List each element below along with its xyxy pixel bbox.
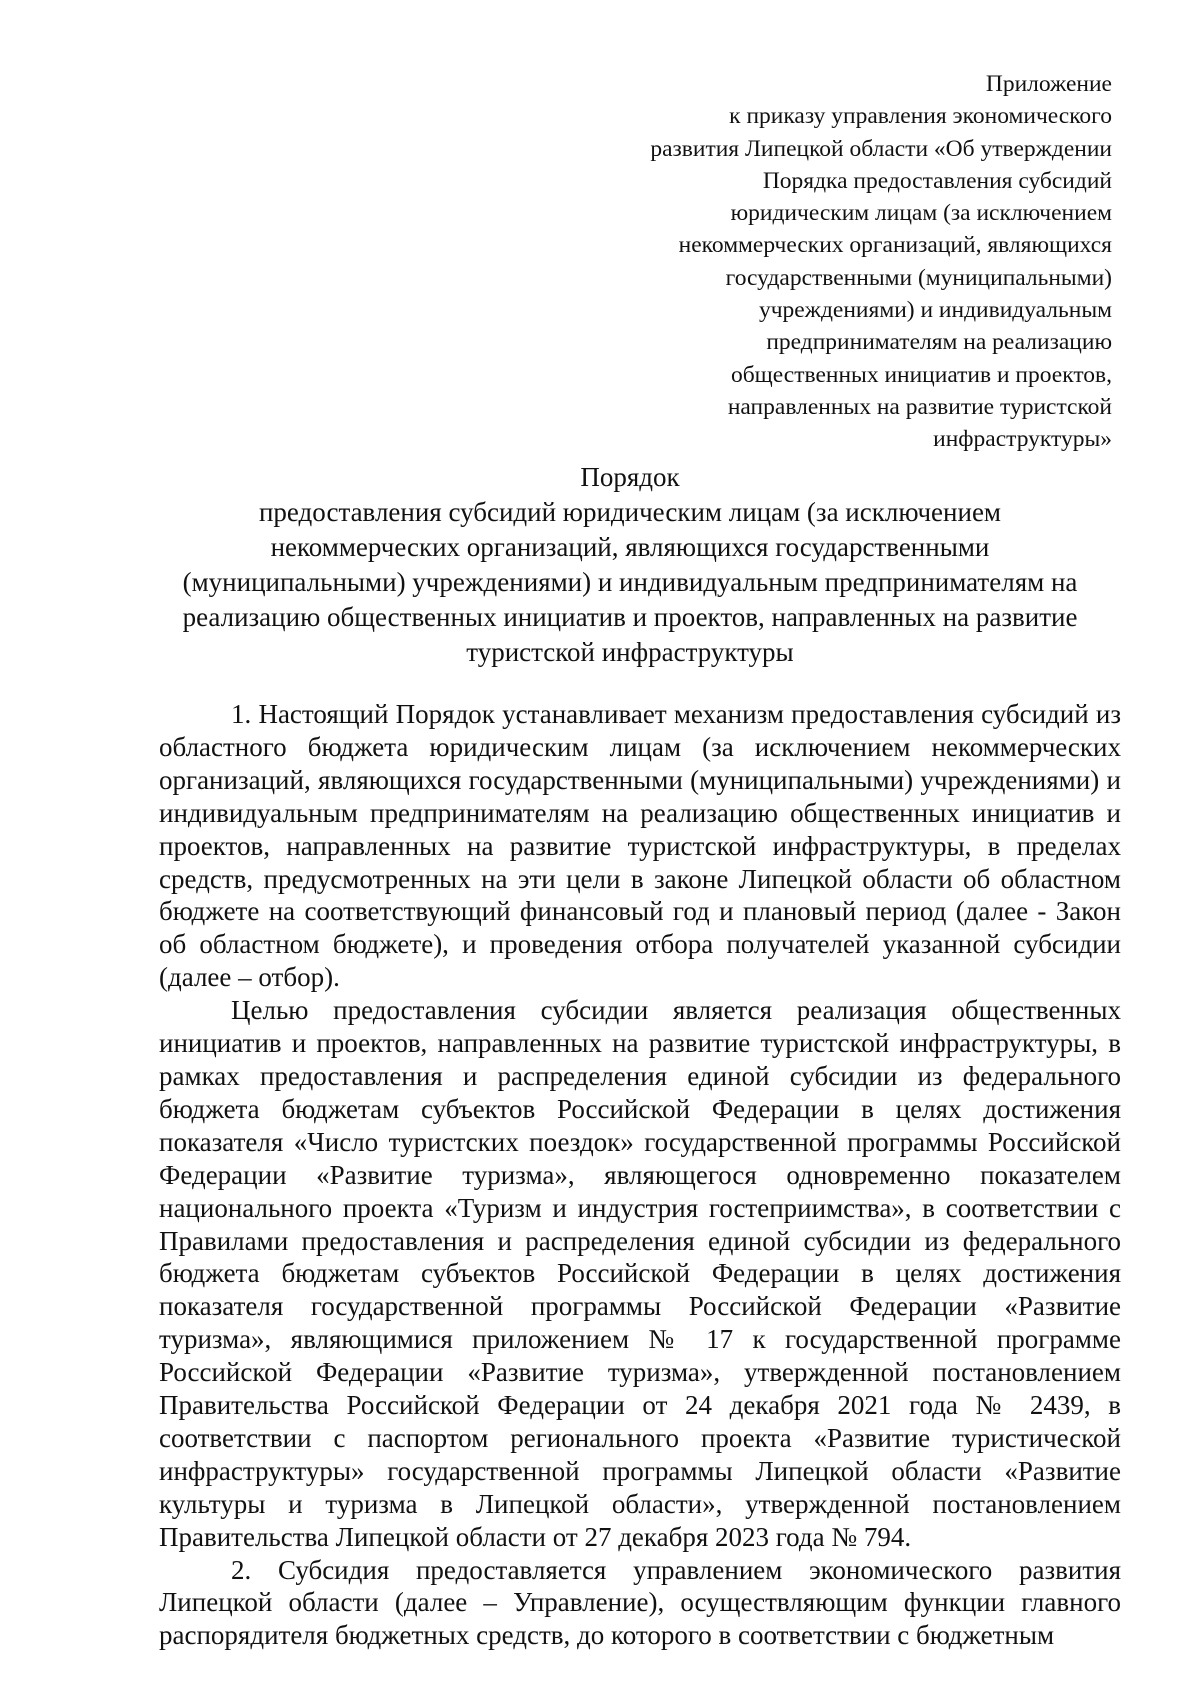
document-subtitle-line: некоммерческих организаций, являющихся государственными (270, 532, 990, 562)
appendix-line: государственными (муниципальными) (725, 264, 1112, 291)
document-title-block (140, 460, 1120, 670)
appendix-line: Приложение (985, 71, 1112, 97)
document-subtitle-line: туристской инфраструктуры (466, 637, 794, 667)
appendix-line: предпринимателям на реализацию (766, 329, 1112, 356)
appendix-line: инфраструктуры» (933, 426, 1112, 453)
document-subtitle-line: (муниципальными) учреждениями) и индивидуальным предпринимателям на (182, 567, 1078, 597)
body-paragraph: 2. Субсидия предоставляется управлением экономического развития Липецкой области (далее – Управление), осуществляющим функции главного распорядителя бюджетных средств, до которого в соответствии с бюджетным (159, 1554, 1121, 1651)
appendix-line: учреждениями) и индивидуальным (758, 297, 1112, 324)
appendix-line: к приказу управления экономического (729, 103, 1112, 130)
appendix-line: некоммерческих организаций, являющихся (678, 232, 1112, 259)
appendix-line: направленных на развитие туристской (727, 393, 1112, 420)
appendix-header (552, 68, 1112, 456)
document-subtitle-line: реализацию общественных инициатив и проектов, направленных на развитие (182, 602, 1078, 632)
document-body (159, 698, 1121, 1652)
document-subtitle-line: предоставления субсидий юридическим лицам (за исключением (258, 497, 1002, 527)
document-title: Порядок (580, 462, 680, 492)
body-paragraph: Целью предоставления субсидии является реализация общественных инициатив и проектов, направленных на развитие туристской инфраструктуры, в рамках предоставления и распределения единой субсидии из федерального бюджета бюджетам субъектов Российской Федерации в целях достижения показателя «Число туристских поездок» государственной программы Российской Федерации «Развитие туризма», являющегося одновременно показателем национального проекта «Туризм и индустрия гостеприимства», в соответствии с Правилами предоставления и распределения единой субсидии из федерального бюджета бюджетам субъектов Российской Федерации в целях достижения показателя государственной программы Российской Федерации «Развитие туризма», являющимися приложением № 17 к государственной программе Российской Федерации «Развитие туризма», утвержденной постановлением Правительства Российской Федерации от 24 декабря 2021 года № 2439, в соответствии с паспортом регионального проекта «Развитие туристической инфраструктуры» государственной программы Липецкой области «Развитие культуры и туризма в Липецкой области», утвержденной постановлением Правительства Липецкой области от 27 декабря 2023 года № 794. (159, 995, 1121, 1552)
appendix-line: юридическим лицам (за исключением (730, 200, 1112, 227)
appendix-line: развития Липецкой области «Об утверждении (650, 135, 1112, 162)
body-paragraph: 1. Настоящий Порядок устанавливает механизм предоставления субсидий из областного бюджета юридическим лицам (за исключением некоммерческих организаций, являющихся государственными (муниципальными) учреждениями) и индивидуальным предпринимателям на реализацию общественных инициатив и проектов, направленных на развитие туристской инфраструктуры, в пределах средств, предусмотренных на эти цели в законе Липецкой области об областном бюджете на соответствующий финансовый год и плановый период (далее - Закон об областном бюджете), и проведения отбора получателей указанной субсидии (далее – отбор). (159, 699, 1121, 993)
appendix-line: общественных инициатив и проектов, (730, 361, 1112, 388)
appendix-line: Порядка предоставления субсидий (762, 167, 1112, 194)
